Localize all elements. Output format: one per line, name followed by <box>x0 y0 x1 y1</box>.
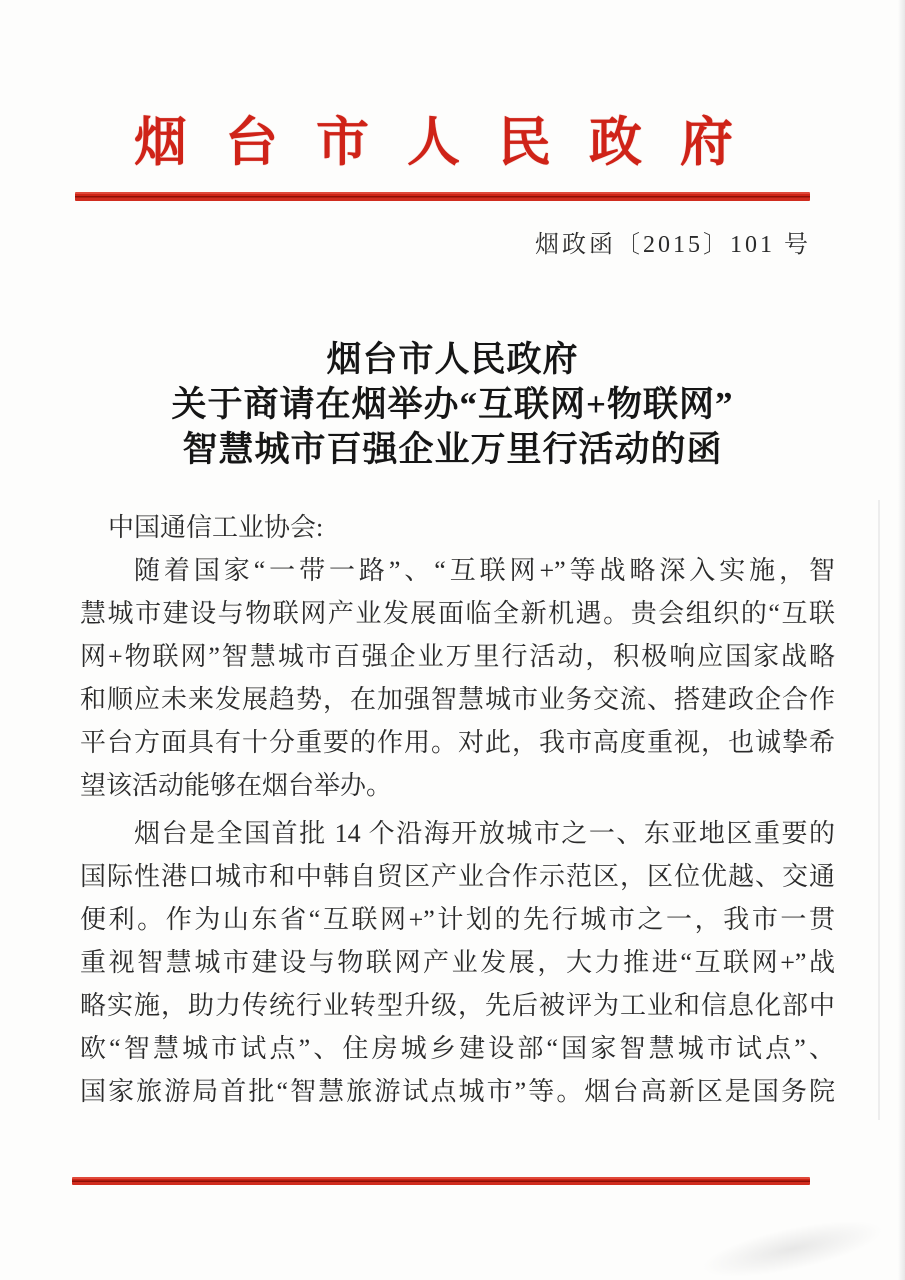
scan-streak-artifact <box>878 500 880 1120</box>
body-line: 望该活动能够在烟台举办。 <box>80 771 393 800</box>
body-line: 国际性港口城市和中韩自贸区产业合作示范区，区位优越、交通 <box>80 862 835 891</box>
footer-red-rule <box>72 1177 810 1185</box>
scan-edge-artifact <box>898 0 905 1280</box>
document-title-line-3: 智慧城市百强企业万里行活动的函 <box>182 430 723 469</box>
document-number: 烟政函〔2015〕101 号 <box>535 232 811 258</box>
body-line: 慧城市建设与物联网产业发展面临全新机遇。贵会组织的“互联 <box>80 599 835 628</box>
body-line: 平台方面具有十分重要的作用。对此，我市高度重视，也诚挚希 <box>80 728 835 757</box>
body-line: 便利。作为山东省“互联网+”计划的先行城市之一，我市一贯 <box>80 905 835 934</box>
document-body <box>80 506 835 1113</box>
body-line: 烟台是全国首批 14 个沿海开放城市之一、东亚地区重要的 <box>134 819 835 848</box>
document-title-line-2: 关于商请在烟举办“互联网+物联网” <box>171 385 734 424</box>
document-title <box>0 337 905 472</box>
body-line: 网+物联网”智慧城市百强企业万里行活动，积极响应国家战略 <box>80 642 835 671</box>
body-line: 略实施，助力传统行业转型升级，先后被评为工业和信息化部中 <box>80 991 835 1020</box>
scan-smudge-artifact <box>698 1209 888 1280</box>
body-line: 国家旅游局首批“智慧旅游试点城市”等。烟台高新区是国务院 <box>80 1077 835 1106</box>
body-salutation: 中国通信工业协会: <box>108 513 324 542</box>
body-line: 欧“智慧城市试点”、住房城乡建设部“国家智慧城市试点”、 <box>80 1034 835 1063</box>
letterhead-red-rule <box>75 192 810 201</box>
body-line: 和顺应未来发展趋势，在加强智慧城市业务交流、搭建政企合作 <box>80 685 835 714</box>
document-title-line-1: 烟台市人民政府 <box>326 340 579 379</box>
body-line: 随着国家“一带一路”、“互联网+”等战略深入实施，智 <box>134 556 835 585</box>
letterhead-agency-name: 烟台市人民政府 <box>134 114 771 172</box>
body-line: 重视智慧城市建设与物联网产业发展，大力推进“互联网+”战 <box>80 948 835 977</box>
